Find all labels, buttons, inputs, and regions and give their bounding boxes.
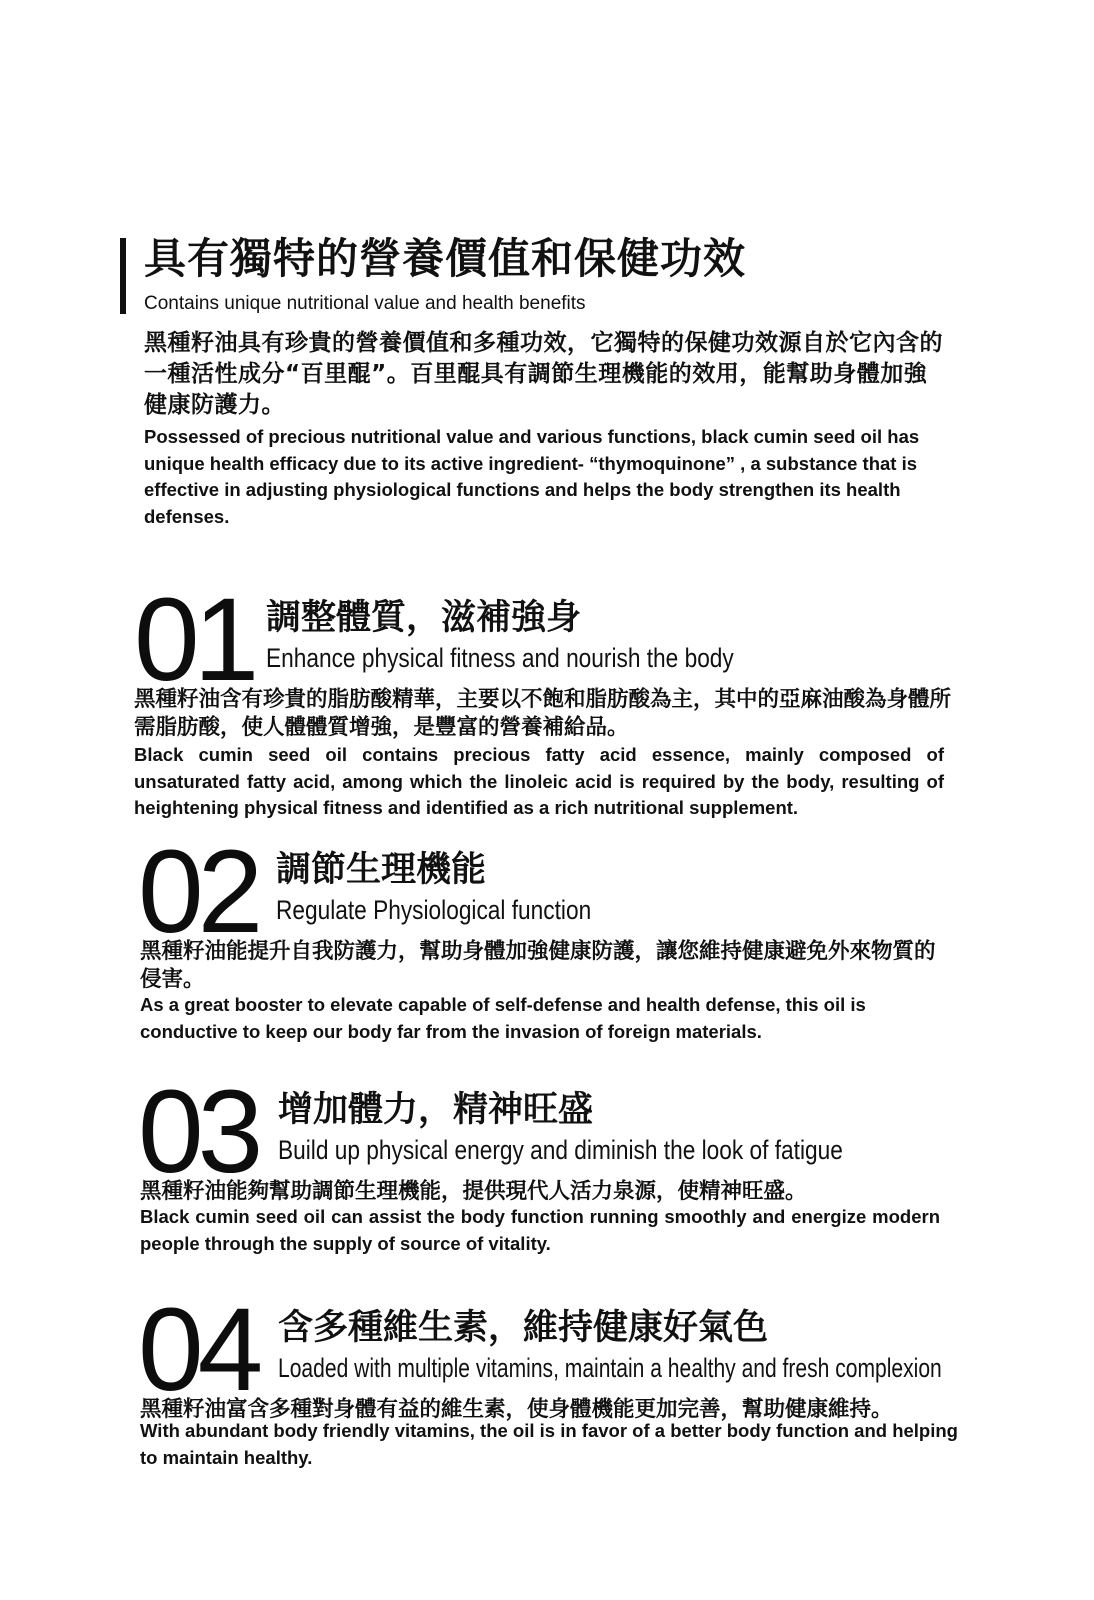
item-body-chinese: 黑種籽油能夠幫助調節生理機能，提供現代人活力泉源，使精神旺盛。 [140, 1179, 807, 1204]
item-title-english: Regulate Physiological function [276, 895, 592, 925]
title-accent-bar [120, 238, 126, 314]
item-number: 01 [134, 574, 254, 706]
item-title-chinese: 增加體力，精神旺盛 [278, 1090, 594, 1130]
benefit-item-02 [0, 826, 1094, 1062]
item-title-english: Loaded with multiple vitamins, maintain a healthy and fresh complexion [278, 1353, 942, 1383]
item-body-english: With abundant body friendly vitamins, the oil is in favor of a better body function and helping to maintain healthy. [140, 1420, 958, 1468]
benefit-item-03 [0, 1066, 1094, 1302]
item-body-english: As a great booster to elevate capable of self-defense and health defense, this oil is conductive to keep our body far from the invasion of foreign materials. [140, 994, 866, 1042]
benefit-item-01 [0, 574, 1094, 818]
intro-body-english: Possessed of precious nutritional value and various functions, black cumin seed oil has unique health efficacy due to its active ingredient- “thymoquinone” , a substance that is effective in adjusting physiological functions and helps the body strengthen its health defenses. [144, 426, 920, 527]
item-title-chinese: 調節生理機能 [276, 850, 487, 890]
benefit-item-04 [0, 1284, 1094, 1520]
item-title-english: Build up physical energy and diminish the look of fatigue [278, 1135, 843, 1165]
item-title-english: Enhance physical fitness and nourish the body [266, 643, 734, 673]
item-body-english: Black cumin seed oil can assist the body function running smoothly and energize modern people through the supply of source of vitality. [140, 1206, 940, 1254]
item-title-chinese: 調整體質，滋補強身 [266, 598, 582, 638]
item-title-chinese: 含多種維生素，維持健康好氣色 [278, 1308, 769, 1348]
item-body-chinese: 黑種籽油富含多種對身體有益的維生素，使身體機能更加完善，幫助健康維持。 [140, 1397, 893, 1422]
item-number: 02 [138, 826, 258, 958]
page-subtitle: Contains unique nutritional value and health benefits [144, 293, 586, 314]
item-body-chinese: 黑種籽油能提升自我防護力，幫助身體加強健康防護，讓您維持健康避免外來物質的侵害。 [140, 939, 936, 992]
page-title: 具有獨特的營養價值和保健功效 [144, 234, 747, 283]
item-body-chinese: 黑種籽油含有珍貴的脂肪酸精華，主要以不飽和脂肪酸為主，其中的亞麻油酸為身體所需脂肪酸，使人體體質增強，是豐富的營養補給品。 [134, 687, 952, 740]
item-body-english: Black cumin seed oil contains precious fatty acid essence, mainly composed of unsaturated fatty acid, among which the linoleic acid is required by the body, resulting of heightening physical fitness and identified as a rich nutritional supplement. [134, 744, 944, 818]
item-number: 04 [138, 1284, 258, 1416]
item-number: 03 [138, 1066, 258, 1198]
intro-body-chinese: 黑種籽油具有珍貴的營養價值和多種功效，它獨特的保健功效源自於它內含的一種活性成分“百里醌”。百里醌具有調節生理機能的效用，能幫助身體加強健康防護力。 [144, 330, 943, 418]
